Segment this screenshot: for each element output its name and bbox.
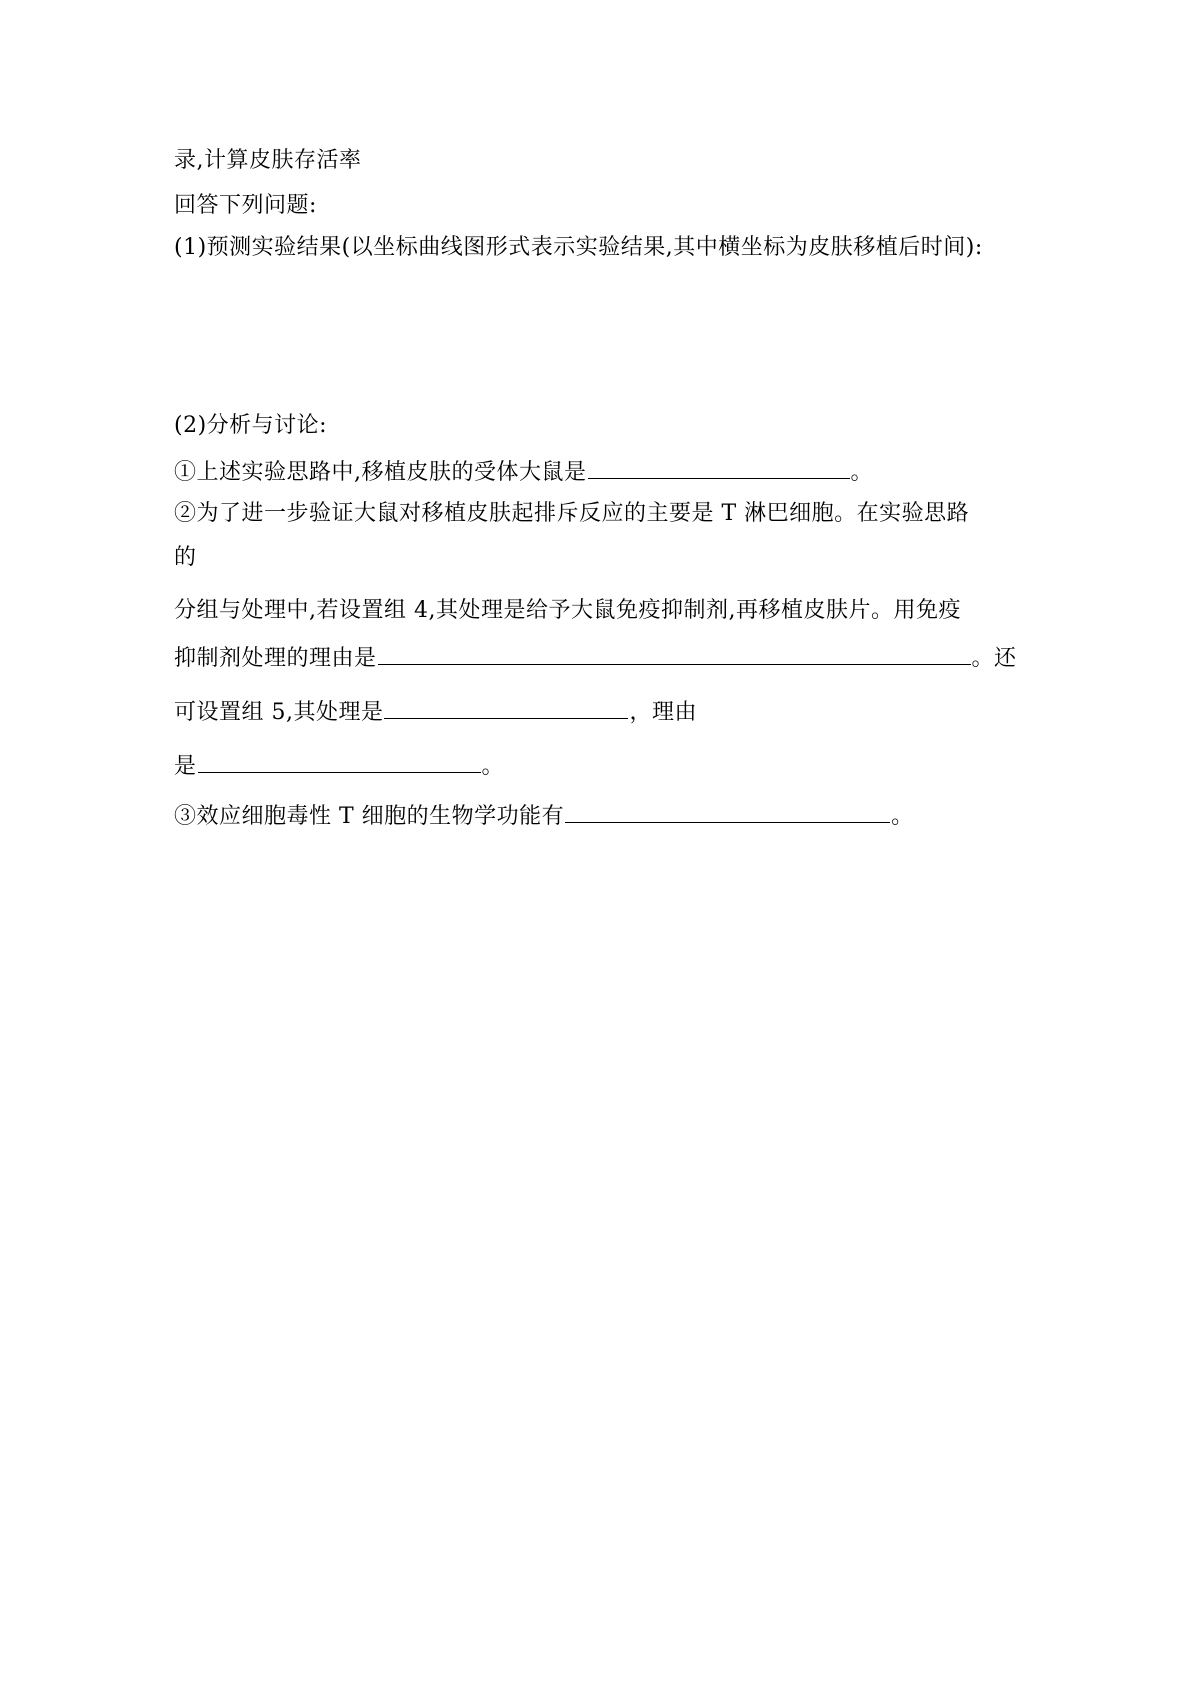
text-line-2: 回答下列问题: [174, 193, 317, 218]
subquestion-2-line-2: 的 [174, 545, 197, 570]
subquestion-1 [174, 456, 873, 487]
subquestion-2-line-3: 分组与处理中,若设置组 4,其处理是给予大鼠免疫抑制剂,再移植皮肤片。用免疫 [174, 598, 961, 623]
question-1-prompt: (1)预测实验结果(以坐标曲线图形式表示实验结果,其中横坐标为皮肤移植后时间): [174, 235, 983, 260]
subquestion-2-line-5 [174, 696, 697, 727]
answer-blank-5[interactable] [565, 800, 890, 823]
subquestion-1-end: 。 [850, 460, 874, 485]
subquestion-3 [174, 800, 914, 831]
answer-blank-4[interactable] [198, 750, 481, 773]
subquestion-2-line-1: ②为了进一步验证大鼠对移植皮肤起排斥反应的主要是 T 淋巴细胞。在实验思路 [174, 501, 970, 526]
subquestion-2-line-6-text: 是 [174, 754, 197, 779]
question-2-heading: (2)分析与讨论: [174, 413, 328, 438]
subquestion-2-line-6 [174, 750, 504, 781]
answer-blank-1[interactable] [588, 456, 850, 479]
subquestion-2-line-5-end: ，理由 [629, 700, 697, 725]
subquestion-1-text: ①上述实验思路中,移植皮肤的受体大鼠是 [174, 460, 587, 485]
subquestion-2-line-5-text: 可设置组 5,其处理是 [174, 700, 384, 725]
subquestion-2-line-4-text: 抑制剂处理的理由是 [174, 646, 377, 671]
text-line-1: 录,计算皮肤存活率 [174, 148, 362, 173]
subquestion-3-text: ③效应细胞毒性 T 细胞的生物学功能有 [174, 804, 565, 829]
subquestion-2-line-4 [174, 642, 1017, 673]
subquestion-2-line-4-end: 。还 [971, 646, 1017, 671]
answer-blank-2[interactable] [378, 642, 971, 665]
subquestion-2-line-6-end: 。 [481, 754, 505, 779]
answer-blank-3[interactable] [384, 696, 628, 719]
subquestion-3-end: 。 [891, 804, 914, 829]
